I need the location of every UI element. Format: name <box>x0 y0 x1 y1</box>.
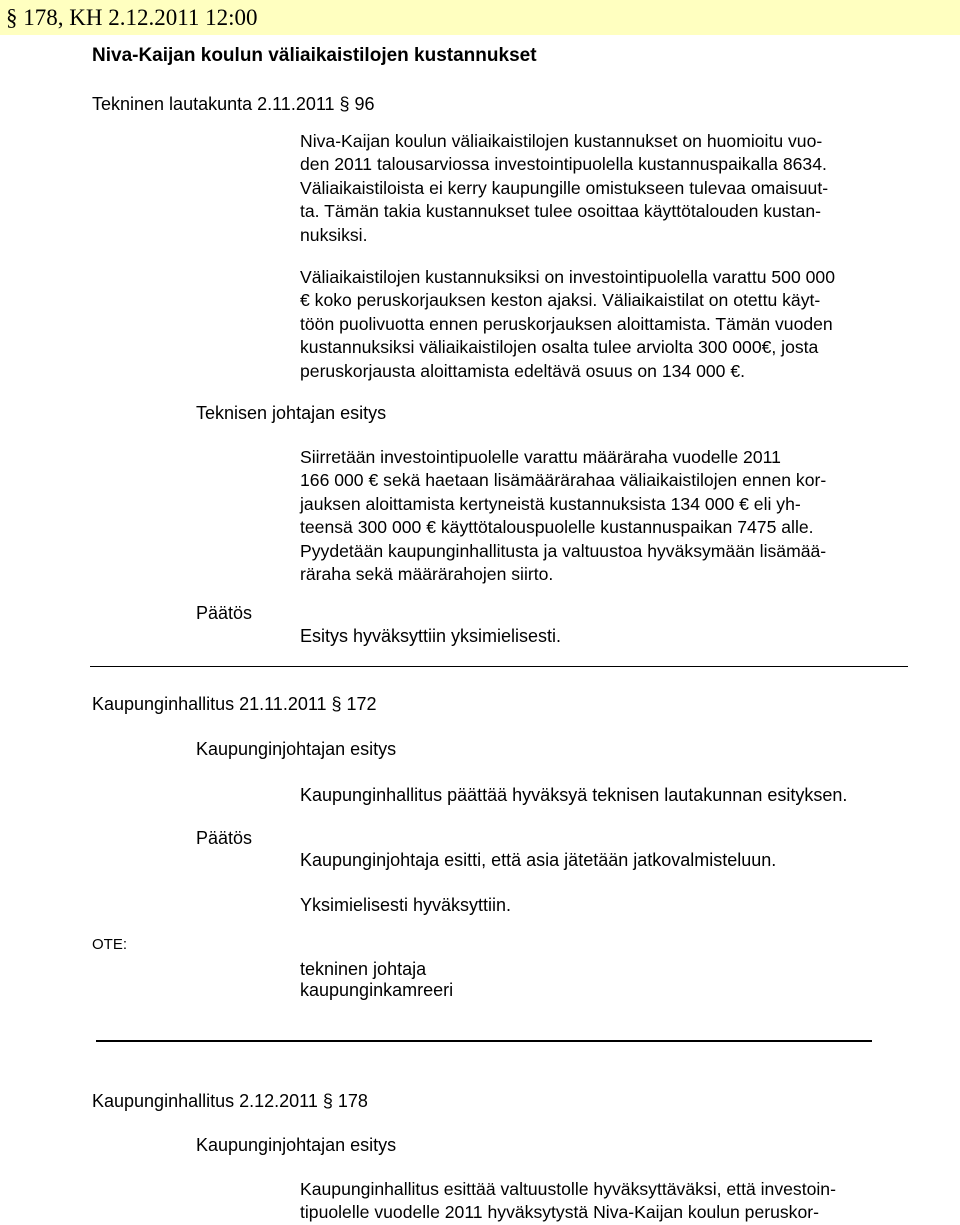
teknisen-johtajan-esitys-text <box>300 446 900 586</box>
ote-recipient: kaupunginkamreeri <box>300 980 454 1000</box>
tekninen-heading: Tekninen lautakunta 2.11.2011 § 96 <box>92 94 375 114</box>
document-title: Niva-Kaijan koulun väliaikaistilojen kustannukset <box>92 45 537 66</box>
kaupunginjohtajan-esitys-label: Kaupunginjohtajan esitys <box>196 739 397 759</box>
tekninen-paragraph-1 <box>300 130 900 247</box>
paatos-text: Yksimielisesti hyväksyttiin. <box>300 895 512 915</box>
text-line: 166 000 € sekä haetaan lisämäärärahaa väliaikaistilojen ennen kor- <box>300 470 827 491</box>
text-line: Väliaikaistiloista ei kerry kaupungille omistukseen tulevaa omaisuut- <box>300 177 829 198</box>
divider <box>90 666 908 667</box>
kh2-heading: Kaupunginhallitus 2.12.2011 § 178 <box>92 1091 368 1111</box>
section-header: § 178, KH 2.12.2011 12:00 <box>0 0 960 35</box>
kh1-heading: Kaupunginhallitus 21.11.2011 § 172 <box>92 694 377 714</box>
text-line: Pyydetään kaupunginhallitusta ja valtuustoa hyväksymään lisämää- <box>300 540 827 561</box>
text-line: nuksiksi. <box>300 224 368 245</box>
text-line: töön puolivuotta ennen peruskorjauksen aloittamista. Tämän vuoden <box>300 313 833 334</box>
paatos-text: Esitys hyväksyttiin yksimielisesti. <box>300 626 562 646</box>
text-line: € koko peruskorjauksen keston ajaksi. Väliaikaistilat on otettu käyt- <box>300 290 821 311</box>
paatos-label: Päätös <box>196 828 253 848</box>
text-line: peruskorjausta aloittamista edeltävä osuus on 134 000 €. <box>300 360 746 381</box>
kaupunginjohtajan-esitys-text: Kaupunginhallitus päättää hyväksyä teknisen lautakunnan esityksen. <box>300 785 848 805</box>
ote-recipient: tekninen johtaja <box>300 959 427 979</box>
tekninen-paragraph-2 <box>300 266 900 383</box>
paatos-label: Päätös <box>196 603 253 623</box>
teknisen-johtajan-esitys-label: Teknisen johtajan esitys <box>196 403 387 423</box>
text-line: teensä 300 000 € käyttötalouspuolelle kustannuspaikan 7475 alle. <box>300 517 814 538</box>
text-line: Niva-Kaijan koulun väliaikaistilojen kustannukset on huomioitu vuo- <box>300 131 823 151</box>
text-line: ta. Tämän takia kustannukset tulee osoittaa käyttötalouden kustan- <box>300 201 821 222</box>
divider <box>96 1040 872 1042</box>
paatos-text: Kaupunginjohtaja esitti, että asia jätetään jatkovalmisteluun. <box>300 850 777 870</box>
kaupunginjohtajan-esitys-label: Kaupunginjohtajan esitys <box>196 1135 397 1155</box>
text-line: tipuolelle vuodelle 2011 hyväksytystä Niva-Kaijan koulun peruskor- <box>300 1202 819 1223</box>
text-line: Kaupunginhallitus esittää valtuustolle hyväksyttäväksi, että investoin- <box>300 1179 836 1199</box>
text-line: Siirretään investointipuolelle varattu määräraha vuodelle 2011 <box>300 447 781 467</box>
text-line: räraha sekä määrärahojen siirto. <box>300 564 554 585</box>
text-line: jauksen aloittamista kertyneistä kustannuksista 134 000 € eli yh- <box>300 493 801 514</box>
kaupunginjohtajan-esitys-text <box>300 1178 900 1225</box>
text-line: Väliaikaistilojen kustannuksiksi on investointipuolella varattu 500 000 <box>300 267 835 287</box>
text-line: kustannuksiksi väliaikaistilojen osalta tulee arviolta 300 000€, josta <box>300 337 819 358</box>
text-line: den 2011 talousarviossa investointipuolella kustannuspaikalla 8634. <box>300 154 827 175</box>
ote-label: OTE: <box>92 936 128 953</box>
